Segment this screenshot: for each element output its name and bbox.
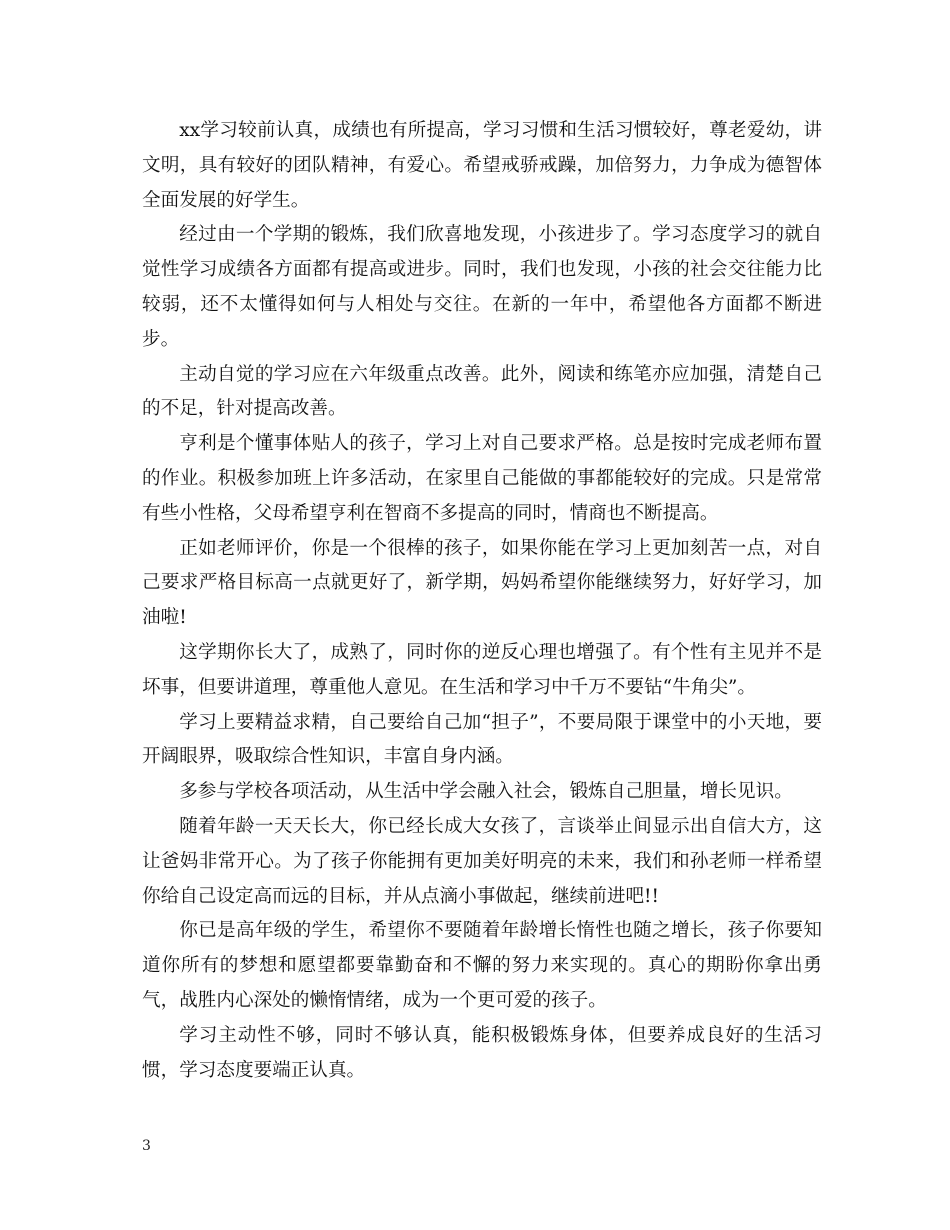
paragraph-7: 学习上要精益求精，自己要给自己加“担子”，不要局限于课堂中的小天地，要开阔眼界，吸取综合性知识，丰富自身内涵。: [142, 711, 822, 768]
page-number: 3: [142, 1138, 151, 1154]
paragraph-6: 这学期你长大了，成熟了，同时你的逆反心理也增强了。有个性有主见并不是坏事，但要讲道理，尊重他人意见。在生活和学习中千万不要钻“牛角尖”。: [142, 641, 822, 698]
body-text: [142, 114, 822, 1088]
paragraph-9: 随着年龄一天天长大，你已经长成大女孩了，言谈举止间显示出自信大方，这让爸妈非常开心。为了孩子你能拥有更加美好明亮的未来，我们和孙老师一样希望你给自己设定高而远的目标，并从点滴小事做起，继续前进吧!!: [142, 815, 822, 907]
paragraph-3: 主动自觉的学习应在六年级重点改善。此外，阅读和练笔亦应加强，清楚自己的不足，针对提高改善。: [142, 363, 822, 420]
paragraph-8: 多参与学校各项活动，从生活中学会融入社会，锻炼自己胆量，增长见识。: [179, 781, 793, 803]
paragraph-10: 你已是高年级的学生，希望你不要随着年龄增长惰性也随之增长，孩子你要知道你所有的梦想和愿望都要靠勤奋和不懈的努力来实现的。真心的期盼你拿出勇气，战胜内心深处的懒惰情绪，成为一个更可爱的孩子。: [142, 920, 822, 1011]
paragraph-1: xx学习较前认真，成绩也有所提高，学习习惯和生活习惯较好，尊老爱幼，讲文明，具有较好的团队精神，有爱心。希望戒骄戒躁，加倍努力，力争成为德智体全面发展的好学生。: [142, 120, 822, 211]
paragraph-4: 亨利是个懂事体贴人的孩子，学习上对自己要求严格。总是按时完成老师布置的作业。积极参加班上许多活动，在家里自己能做的事都能较好的完成。只是常常有些小性格，父母希望亨利在智商不多提高的同时，情商也不断提高。: [142, 433, 822, 524]
paragraph-11: 学习主动性不够，同时不够认真，能积极锻炼身体，但要养成良好的生活习惯，学习态度要端正认真。: [142, 1024, 822, 1081]
paragraph-2: 经过由一个学期的锻炼，我们欣喜地发现，小孩进步了。学习态度学习的就自觉性学习成绩各方面都有提高或进步。同时，我们也发现，小孩的社会交往能力比较弱，还不太懂得如何与人相处与交往。在新的一年中，希望他各方面都不断进步。: [142, 224, 822, 350]
paragraph-5: 正如老师评价，你是一个很棒的孩子，如果你能在学习上更加刻苦一点，对自己要求严格目标高一点就更好了，新学期，妈妈希望你能继续努力，好好学习，加油啦!: [142, 537, 822, 629]
